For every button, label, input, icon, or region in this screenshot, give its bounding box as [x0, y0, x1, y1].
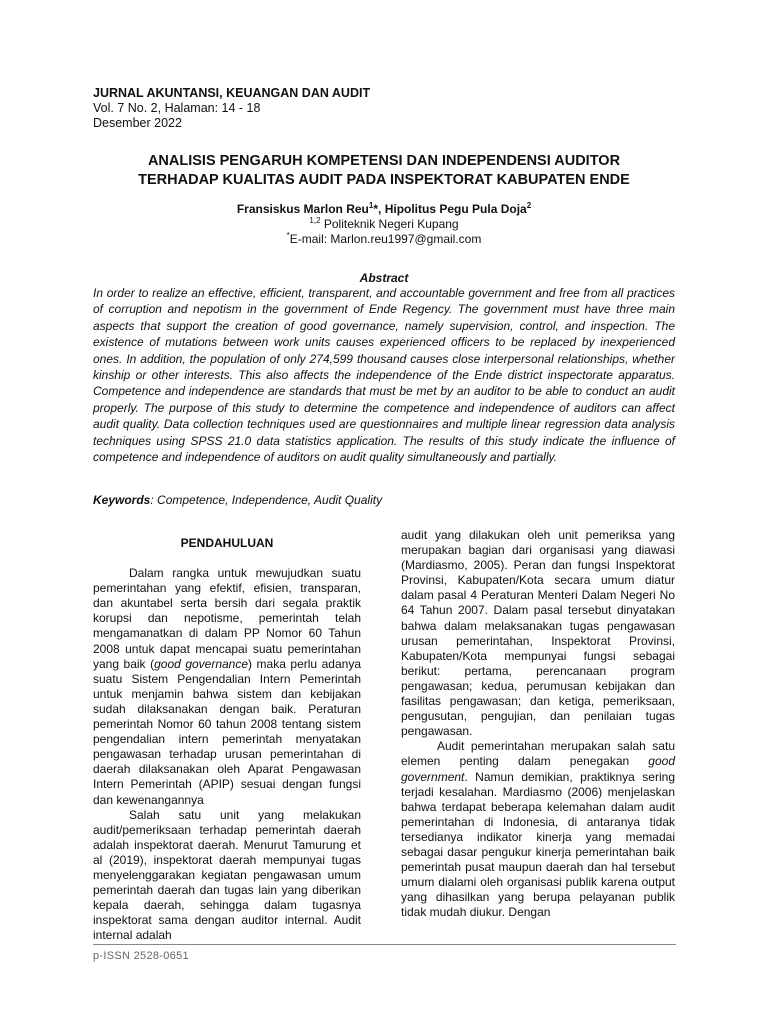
corresponding-author-mark: * — [373, 202, 379, 216]
abstract-text: In order to realize an effective, efficient, transparent, and accountable government and free from all practices of corruption and nepotism in the government of Ende Regency. The government must have three main aspects that support the creation of good governance, namely supervision, control, and inspection. The existence of mutations between work units causes experienced officers to be replaced by inexperienced ones. In addition, the population of only 274,599 thousand causes close interpersonal relationships, whether kinship or other interests. This also affects the independence of the Ende district inspectorate apparatus. Competence and independence are standards that must be met by an auditor to be able to conduct an audit properly. The purpose of this study to determine the competence and independence of auditors can affect audit quality. Data collection techniques used are questionnaires and multiple linear regression data analysis techniques using SPSS 21.0 data statistics application. The results of this study indicate the influence of competence and independence of auditors on audit quality simultaneously and partially. — [93, 286, 675, 465]
body-paragraph-1 — [93, 566, 361, 808]
section-heading: PENDAHULUAN — [180, 536, 274, 550]
author-1-affiliation-mark: 1 — [368, 201, 374, 210]
body-paragraph-4-emphasis: good government — [401, 754, 675, 784]
journal-volume: Vol. 7 No. 2, Halaman: 14 - 18 — [93, 101, 261, 115]
email-mark: * — [286, 231, 290, 240]
author-2: Hipolitus Pegu Pula Doja — [384, 202, 527, 216]
body-paragraph-4 — [401, 739, 675, 920]
keywords-text: : Competence, Independence, Audit Quality — [150, 493, 383, 507]
footer-rule — [93, 944, 676, 945]
footer-issn: p-ISSN 2528-0651 — [93, 950, 189, 962]
affiliation — [60, 217, 708, 232]
body-paragraph-2: Salah satu unit yang melakukan audit/pemeriksaan terhadap pemerintah daerah adalah inspektorat daerah. Menurut Tamurung et al (2019), inspektorat daerah mempunyai tugas menyelenggarakan kegiatan pengawasan umum pemerintah daerah dan tugas lain yang diberikan kepala daerah, sehingga dalam tugasnya inspektorat sama dengan auditor internal. Audit internal adalah — [93, 807, 361, 943]
keywords-line — [93, 493, 382, 507]
journal-header — [93, 86, 370, 131]
abstract-heading: Abstract — [359, 271, 409, 285]
left-column — [93, 528, 361, 943]
affiliation-name: Politeknik Negeri Kupang — [320, 217, 459, 231]
author-1: Fransiskus Marlon Reu — [236, 202, 369, 216]
body-paragraph-4-part-b: . Namun demikian, praktiknya sering terjadi kesalahan. Mardiasmo (2006) menjelaskan bahwa terdapat beberapa kelemahan dalam audit pemerintahan di Indonesia, di antaranya tidak tersedianya indikator kinerja yang memadai sebagai dasar pengukur kinerja pemerintahan baik pemerintah pusat maupun daerah dan hal tersebut umum dialami oleh organisasi publik karena output yang dihasilkan yang berupa pelayanan publik tidak mudah diukur. Dengan — [401, 769, 675, 920]
author-email: E-mail: Marlon.reu1997@gmail.com — [289, 232, 482, 246]
body-paragraph-1-emphasis: good governance — [154, 656, 249, 671]
paper-title-line-2: TERHADAP KUALITAS AUDIT PADA INSPEKTORAT KABUPATEN ENDE — [138, 172, 630, 188]
author-block — [60, 202, 708, 247]
journal-name: JURNAL AKUNTANSI, KEUANGAN DAN AUDIT — [93, 86, 371, 100]
author-names — [60, 202, 708, 217]
body-paragraph-3: audit yang dilakukan oleh unit pemeriksa yang merupakan bagian dari organisasi yang diawasi (Mardiasmo, 2005). Peran dan fungsi Inspektorat Provinsi, Kabupaten/Kota secara umum diatur dalam pasal 4 Peraturan Menteri Dalam Negeri No 64 Tahun 2007. Dalam pasal tersebut dinyatakan bahwa dalam melaksanakan tugas pengawasan urusan pemerintahan, Inspektorat Provinsi, Kabupaten/Kota mempunyai fungsi sebagai berikut: pertama, perencanaan program pengawasan; kedua, perumusan kebijakan dan fasilitas pengawasan; dan ketiga, pemeriksaan, pengusutan, pengujian, dan penilaian tugas pengawasan. — [401, 528, 675, 739]
body-paragraph-1-part-b: ) maka perlu adanya suatu Sistem Pengendalian Intern Pemerintah untuk menjamin bahwa sistem dan kebijakan sudah dilaksanakan dengan baik. Peraturan pemerintah Nomor 60 tahun 2008 tentang sistem pengendalian intern pemerintah menyatakan pengawasan terhadap urusan pemerintahan di daerah dilaksanakan oleh Aparat Pengawasan Intern Pemerintah (APIP) sesuai dengan fungsi dan kewenangannya — [93, 656, 361, 807]
affiliation-mark: 1,2 — [309, 216, 321, 225]
email-line — [60, 232, 708, 247]
body-paragraph-4-part-a: Audit pemerintahan merupakan salah satu elemen penting dalam penegakan — [401, 739, 675, 769]
paper-title-line-1: ANALISIS PENGARUH KOMPETENSI DAN INDEPENDENSI AUDITOR — [147, 153, 621, 169]
journal-date: Desember 2022 — [93, 116, 182, 130]
author-separator: , — [378, 202, 385, 216]
keywords-label: Keywords — [93, 493, 151, 507]
right-column — [401, 528, 675, 920]
paper-title — [60, 152, 708, 190]
author-2-affiliation-mark: 2 — [526, 201, 532, 210]
body-paragraph-1-part-a: Dalam rangka untuk mewujudkan suatu pemerintahan yang efektif, efisien, transparan, dan akuntabel serta bersih dari segala praktik korupsi dan nepotisme, pemerintah telah mengamanatkan di dalam PP Nomor 60 Tahun 2008 untuk dapat mencapai suatu pemerintahan yang baik ( — [93, 566, 361, 671]
